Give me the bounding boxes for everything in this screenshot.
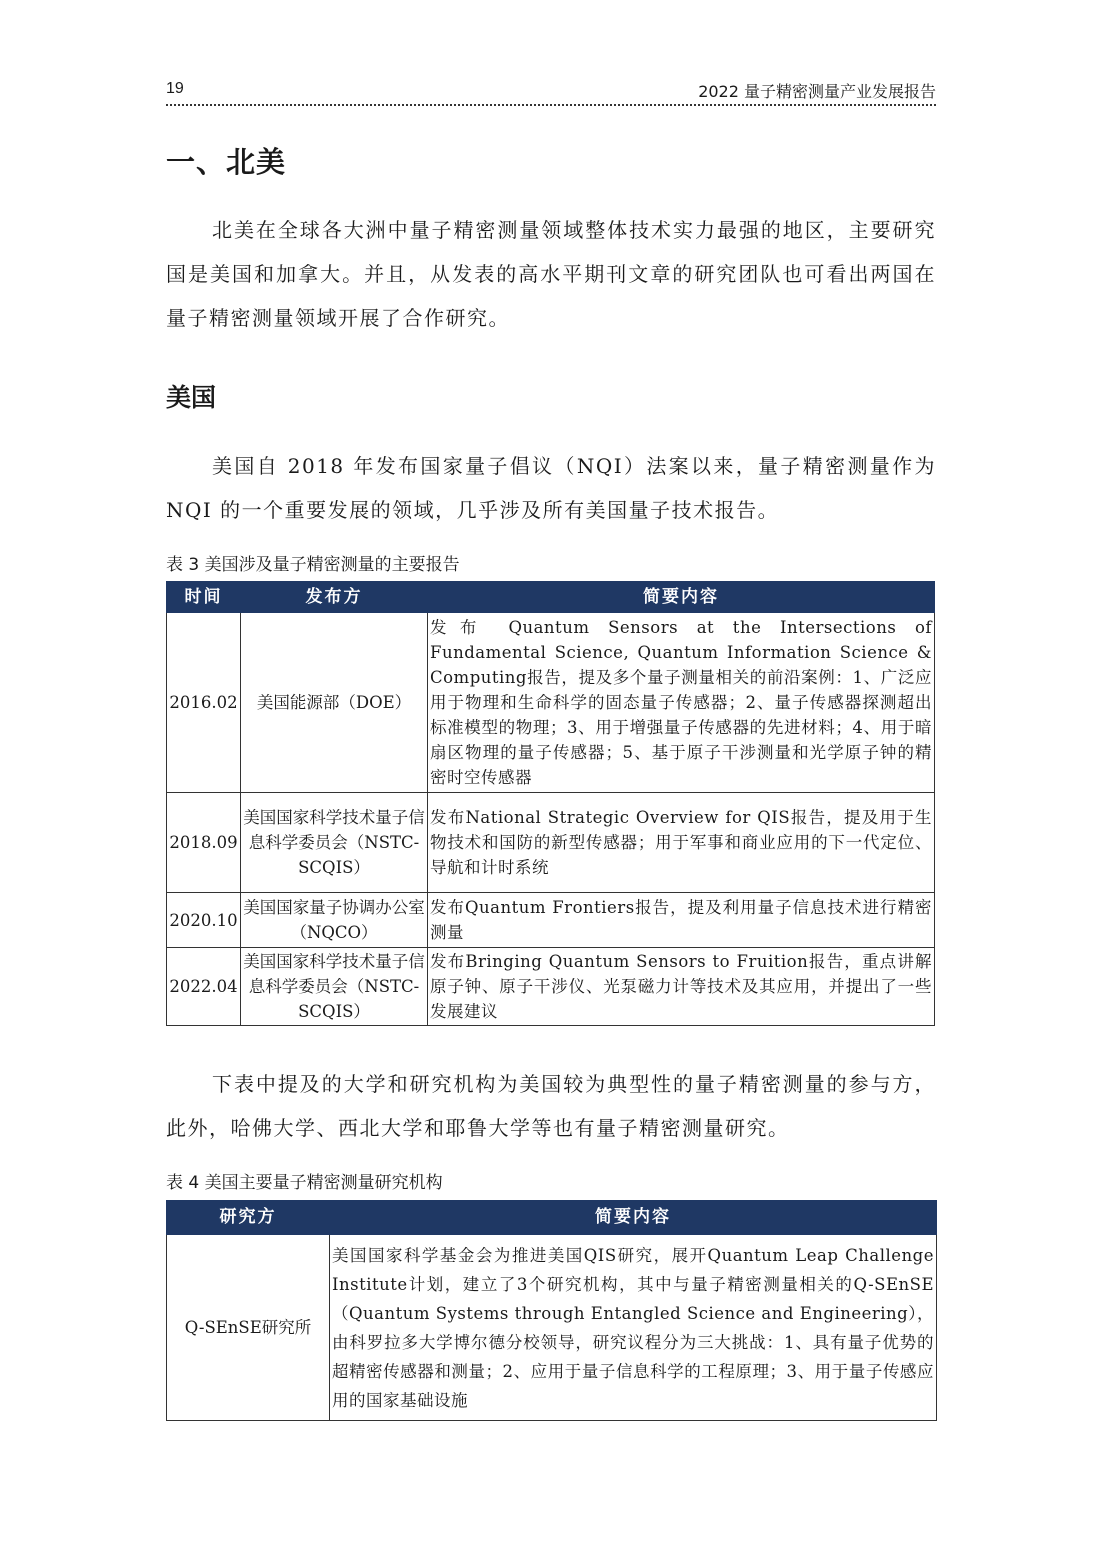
table4-cell-content: 美国国家科学基金会为推进美国QIS研究，展开Quantum Leap Challenge Institute计划，建立了3个研究机构，其中与量子精密测量相关的Q-SEnSE（Quantum Systems through Entangled Science and Engineering），由科罗拉多大学博尔德分校领导，研究议程分为三大挑战：1、具有量子优势的超精密传感器和测量；2、应用于量子信息科学的工程原理；3、用于量子传感应用的国家基础设施 xyxy=(330,1235,937,1421)
table3-cell-publisher: 美国国家科学技术量子信息科学委员会（NSTC-SCQIS） xyxy=(241,948,428,1026)
table4-header-row xyxy=(167,1201,937,1235)
page-header xyxy=(166,78,936,106)
table3-cell-publisher: 美国能源部（DOE） xyxy=(241,613,428,793)
table4-header-institution: 研究方 xyxy=(167,1201,330,1235)
table-row xyxy=(167,893,935,948)
intro-paragraph: 北美在全球各大洲中量子精密测量领域整体技术实力最强的地区，主要研究国是美国和加拿大。并且，从发表的高水平期刊文章的研究团队也可看出两国在量子精密测量领域开展了合作研究。 xyxy=(166,218,936,330)
table3-cell-time: 2016.02 xyxy=(167,613,241,793)
table4-intro-paragraph: 下表中提及的大学和研究机构为美国较为典型性的量子精密测量的参与方，此外，哈佛大学、西北大学和耶鲁大学等也有量子精密测量研究。 xyxy=(166,1072,936,1140)
table3-cell-content: 发布Quantum Frontiers报告，提及利用量子信息技术进行精密测量 xyxy=(428,893,935,948)
table3-header-publisher: 发布方 xyxy=(241,582,428,613)
section-heading: 一、北美 xyxy=(166,145,287,179)
table3-cell-publisher: 美国国家量子协调办公室（NQCO） xyxy=(241,893,428,948)
table4 xyxy=(166,1200,937,1421)
table-row xyxy=(167,613,935,793)
running-title: 2022 量子精密测量产业发展报告 xyxy=(698,82,936,101)
table3-cell-time: 2018.09 xyxy=(167,793,241,893)
table3-cell-content: 发布Bringing Quantum Sensors to Fruition报告，重点讲解原子钟、原子干涉仪、光泵磁力计等技术及其应用，并提出了一些发展建议 xyxy=(428,948,935,1026)
table3-header-time: 时间 xyxy=(167,582,241,613)
table3 xyxy=(166,581,935,1026)
table4-caption: 表 4 美国主要量子精密测量研究机构 xyxy=(166,1173,443,1193)
table3-cell-content: 发布 Quantum Sensors at the Intersections of Fundamental Science, Quantum Information Science & Computing报告，提及多个量子测量相关的前沿案例：1、广泛应用于物理和生命科学的固态量子传感器；2、量子传感器探测超出标准模型的物理；3、用于增强量子传感器的先进材料；4、用于暗扇区物理的量子传感器；5、基于原子干涉测量和光学原子钟的精密时空传感器 xyxy=(428,613,935,793)
table3-cell-content: 发布National Strategic Overview for QIS报告，提及用于生物技术和国防的新型传感器；用于军事和商业应用的下一代定位、导航和计时系统 xyxy=(428,793,935,893)
table3-header-content: 简要内容 xyxy=(428,582,935,613)
table3-header-row xyxy=(167,582,935,613)
table4-header-content: 简要内容 xyxy=(330,1201,937,1235)
table3-caption: 表 3 美国涉及量子精密测量的主要报告 xyxy=(166,555,460,575)
table3-cell-time: 2022.04 xyxy=(167,948,241,1026)
page-number: 19 xyxy=(166,80,184,97)
table4-cell-institution: Q-SEnSE研究所 xyxy=(167,1235,330,1421)
table-row xyxy=(167,1235,937,1421)
table3-cell-publisher: 美国国家科学技术量子信息科学委员会（NSTC-SCQIS） xyxy=(241,793,428,893)
us-paragraph: 美国自 2018 年发布国家量子倡议（NQI）法案以来，量子精密测量作为 NQI 的一个重要发展的领域，几乎涉及所有美国量子技术报告。 xyxy=(166,454,936,522)
table-row xyxy=(167,948,935,1026)
table3-cell-time: 2020.10 xyxy=(167,893,241,948)
subsection-heading: 美国 xyxy=(166,383,217,412)
table-row xyxy=(167,793,935,893)
